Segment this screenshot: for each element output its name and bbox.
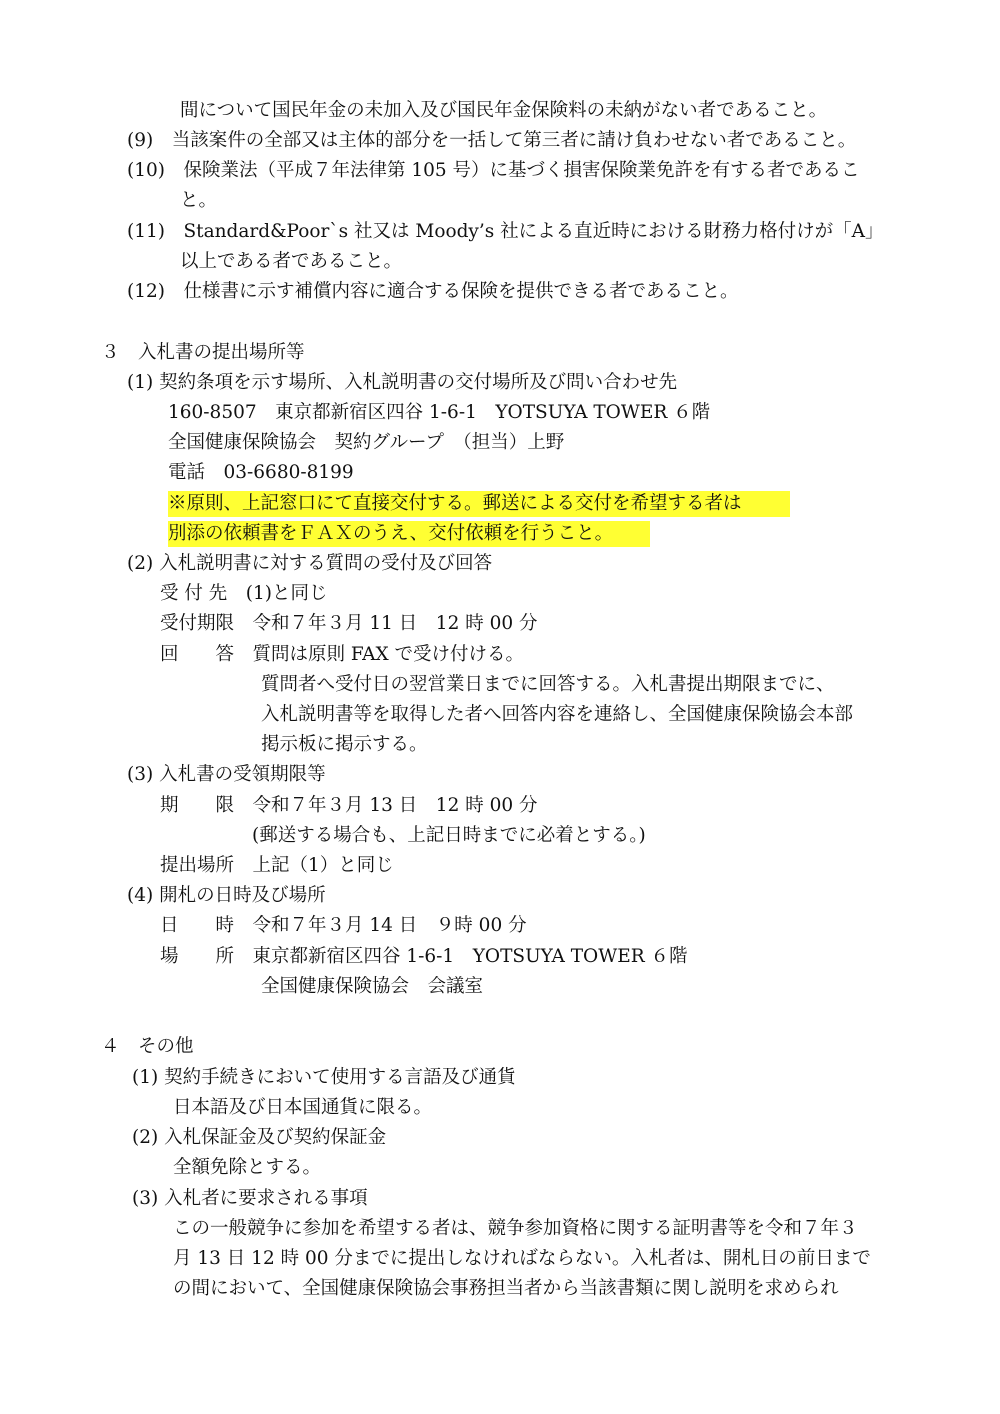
text-line: 期 限 令和７年３月 13 日 12 時 00 分 (160, 795, 538, 816)
text-line: 全額免除とする。 (173, 1157, 322, 1178)
section-heading-4: ４ その他 (101, 1036, 194, 1057)
text-line: 受付期限 令和７年３月 11 日 12 時 00 分 (160, 613, 538, 634)
list-item-9: (9) 当該案件の全部又は主体的部分を一括して第三者に請け負わせない者であること。 (127, 130, 857, 151)
section-heading-3: ３ 入札書の提出場所等 (101, 342, 305, 363)
text-line: (郵送する場合も、上記日時までに必着とする。) (252, 825, 646, 846)
subsection-heading-3: (3) 入札書の受領期限等 (127, 764, 326, 785)
text-line: 掲示板に掲示する。 (261, 734, 428, 755)
subsection-heading-2: (2) 入札保証金及び契約保証金 (132, 1127, 387, 1148)
text-line: 日本語及び日本国通貨に限る。 (173, 1097, 433, 1118)
text-line: 回 答 質問は原則 FAX で受け付ける。 (160, 644, 525, 665)
text-line: 受 付 先 (1)と同じ (160, 583, 328, 604)
text-line: と。 (180, 190, 218, 211)
text-line: 月 13 日 12 時 00 分までに提出しなければならない。入札者は、開札日の前日まで (173, 1248, 871, 1269)
text-line: 間について国民年金の未加入及び国民年金保険料の未納がない者であること。 (180, 100, 828, 121)
text-line: 以上である者であること。 (180, 251, 403, 272)
text-line: この一般競争に参加を希望する者は、競争参加資格に関する証明書等を令和７年３ (173, 1218, 858, 1239)
subsection-heading-1: (1) 契約条項を示す場所、入札説明書の交付場所及び問い合わせ先 (127, 372, 678, 393)
highlighted-note-line: 別添の依頼書をＦＡＸのうえ、交付依頼を行うこと。 (168, 521, 650, 547)
subsection-heading-3: (3) 入札者に要求される事項 (132, 1188, 368, 1209)
text-line: 場 所 東京都新宿区四谷 1-6-1 YOTSUYA TOWER ６階 (160, 946, 688, 967)
text-line: 提出場所 上記（1）と同じ (160, 855, 394, 876)
text-line: 日 時 令和７年３月 14 日 ９時 00 分 (160, 915, 527, 936)
phone-line: 電話 03-6680-8199 (168, 462, 354, 483)
list-item-11: (11) Standard&Poor`s 社又は Moody’s 社による直近時における財務力格付けが「A」 (127, 221, 884, 242)
text-line: の間において、全国健康保険協会事務担当者から当該書類に関し説明を求められ (173, 1278, 839, 1299)
contact-line: 全国健康保険協会 契約グループ （担当）上野 (168, 432, 565, 453)
text-line: 全国健康保険協会 会議室 (261, 976, 484, 997)
list-item-12: (12) 仕様書に示す補償内容に適合する保険を提供できる者であること。 (127, 281, 739, 302)
subsection-heading-2: (2) 入札説明書に対する質問の受付及び回答 (127, 553, 493, 574)
subsection-heading-1: (1) 契約手続きにおいて使用する言語及び通貨 (132, 1067, 516, 1088)
subsection-heading-4: (4) 開札の日時及び場所 (127, 885, 326, 906)
text-line: 入札説明書等を取得した者へ回答内容を連絡し、全国健康保険協会本部 (261, 704, 854, 725)
text-line: 質問者へ受付日の翌営業日までに回答する。入札書提出期限までに、 (261, 674, 835, 695)
list-item-10: (10) 保険業法（平成７年法律第 105 号）に基づく損害保険業免許を有する者であるこ (127, 160, 860, 181)
address-line: 160-8507 東京都新宿区四谷 1-6-1 YOTSUYA TOWER ６階 (168, 402, 711, 423)
highlighted-note-line: ※原則、上記窓口にて直接交付する。郵送による交付を希望する者は (168, 491, 790, 517)
